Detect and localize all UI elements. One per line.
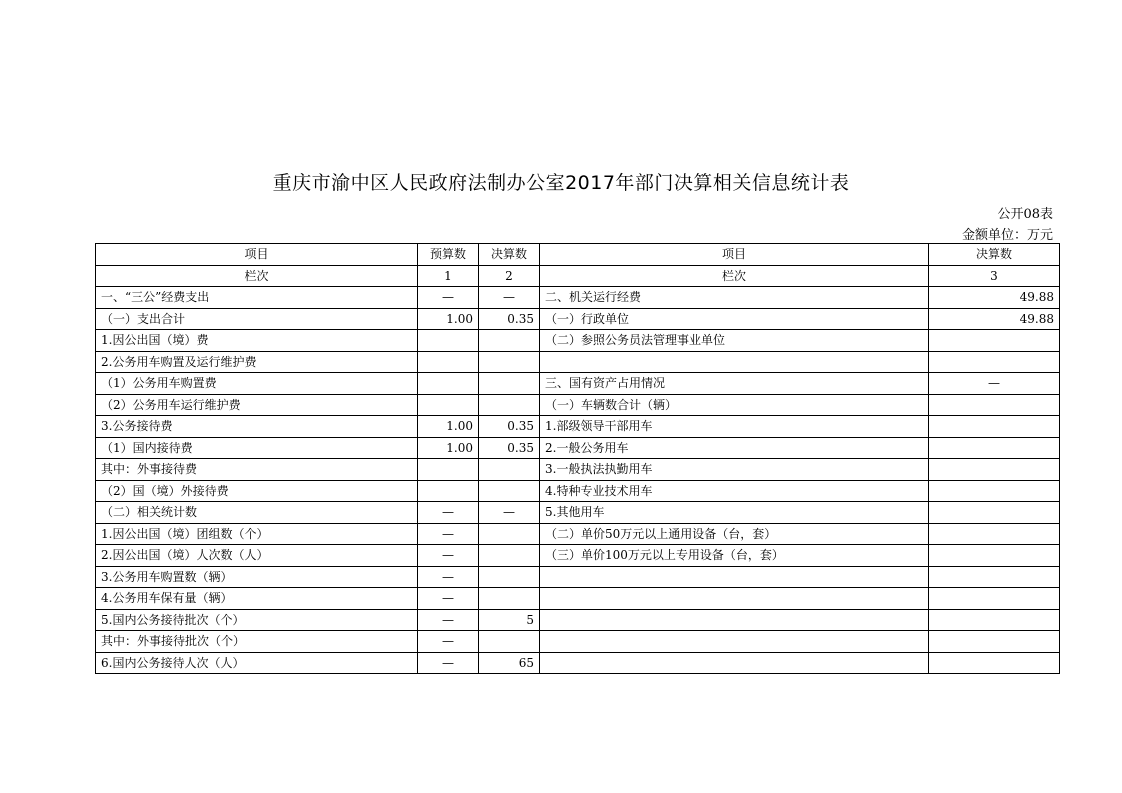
final-left-cell	[479, 545, 540, 567]
final-right-cell	[929, 523, 1060, 545]
item-right-cell: 3.一般执法执勤用车	[540, 459, 929, 481]
final-left-cell	[479, 351, 540, 373]
final-left-cell	[479, 459, 540, 481]
item-right-cell: （一）车辆数合计（辆）	[540, 394, 929, 416]
final-right-cell	[929, 330, 1060, 352]
item-right-cell: （一）行政单位	[540, 308, 929, 330]
budget-cell: 1.00	[418, 308, 479, 330]
final-left-cell	[479, 394, 540, 416]
budget-cell	[418, 351, 479, 373]
item-left-cell: 其中：外事接待费	[96, 459, 418, 481]
final-left-cell	[479, 631, 540, 653]
item-left-cell: 2.公务用车购置及运行维护费	[96, 351, 418, 373]
item-right-cell	[540, 351, 929, 373]
final-right-cell: 49.88	[929, 287, 1060, 309]
final-right-cell	[929, 545, 1060, 567]
final-left-cell	[479, 588, 540, 610]
budget-cell: —	[418, 566, 479, 588]
final-right-cell	[929, 566, 1060, 588]
item-right-cell: 三、国有资产占用情况	[540, 373, 929, 395]
item-right-cell	[540, 588, 929, 610]
item-left-cell: 2.因公出国（境）人次数（人）	[96, 545, 418, 567]
item-right-cell: （三）单价100万元以上专用设备（台，套）	[540, 545, 929, 567]
budget-cell	[418, 330, 479, 352]
header-cell: 决算数	[479, 244, 540, 266]
item-left-cell: 1.因公出国（境）团组数（个）	[96, 523, 418, 545]
header-cell: 预算数	[418, 244, 479, 266]
item-left-cell: （1）国内接待费	[96, 437, 418, 459]
amount-unit: 金额单位：万元	[961, 228, 1053, 243]
item-left-cell: 1.因公出国（境）费	[96, 330, 418, 352]
final-right-cell	[929, 459, 1060, 481]
item-right-cell: 5.其他用车	[540, 502, 929, 524]
final-right-cell	[929, 351, 1060, 373]
table-header-row	[96, 244, 1060, 266]
table-row	[96, 459, 1060, 481]
final-right-cell	[929, 480, 1060, 502]
column-index-cell: 3	[929, 265, 1060, 287]
final-left-cell	[479, 480, 540, 502]
final-left-cell	[479, 373, 540, 395]
final-left-cell	[479, 330, 540, 352]
item-right-cell: 2.一般公务用车	[540, 437, 929, 459]
form-number: 公开08表	[997, 207, 1053, 222]
item-left-cell: 其中：外事接待批次（个）	[96, 631, 418, 653]
item-right-cell	[540, 566, 929, 588]
item-left-cell: （1）公务用车购置费	[96, 373, 418, 395]
column-index-row	[96, 265, 1060, 287]
table-row	[96, 373, 1060, 395]
column-index-cell: 栏次	[96, 265, 418, 287]
table-row	[96, 330, 1060, 352]
item-left-cell: 5.国内公务接待批次（个）	[96, 609, 418, 631]
budget-cell: —	[418, 502, 479, 524]
final-left-cell: —	[479, 502, 540, 524]
final-left-cell: 65	[479, 652, 540, 674]
table-row	[96, 287, 1060, 309]
table-row	[96, 308, 1060, 330]
budget-cell: 1.00	[418, 416, 479, 438]
budget-cell: —	[418, 609, 479, 631]
item-right-cell: 二、机关运行经费	[540, 287, 929, 309]
table-row	[96, 416, 1060, 438]
final-left-cell	[479, 523, 540, 545]
table-row	[96, 502, 1060, 524]
final-right-cell	[929, 437, 1060, 459]
column-index-cell: 2	[479, 265, 540, 287]
item-right-cell	[540, 652, 929, 674]
column-index-cell: 1	[418, 265, 479, 287]
table-row	[96, 523, 1060, 545]
header-cell: 项目	[540, 244, 929, 266]
budget-cell: 1.00	[418, 437, 479, 459]
table-row	[96, 351, 1060, 373]
item-left-cell: （一）支出合计	[96, 308, 418, 330]
budget-cell: —	[418, 545, 479, 567]
final-right-cell	[929, 631, 1060, 653]
final-right-cell: 49.88	[929, 308, 1060, 330]
item-left-cell: 6.国内公务接待人次（人）	[96, 652, 418, 674]
table-row	[96, 609, 1060, 631]
item-right-cell	[540, 609, 929, 631]
budget-cell	[418, 373, 479, 395]
final-left-cell: 0.35	[479, 437, 540, 459]
final-left-cell: 5	[479, 609, 540, 631]
table-row	[96, 545, 1060, 567]
table-row	[96, 480, 1060, 502]
item-left-cell: 3.公务接待费	[96, 416, 418, 438]
table-row	[96, 631, 1060, 653]
budget-cell	[418, 480, 479, 502]
table-row	[96, 566, 1060, 588]
budget-cell: —	[418, 652, 479, 674]
item-right-cell: （二）参照公务员法管理事业单位	[540, 330, 929, 352]
final-right-cell	[929, 394, 1060, 416]
final-right-cell	[929, 588, 1060, 610]
item-left-cell: 一、“三公”经费支出	[96, 287, 418, 309]
column-index-cell: 栏次	[540, 265, 929, 287]
item-left-cell: （二）相关统计数	[96, 502, 418, 524]
final-right-cell: —	[929, 373, 1060, 395]
final-left-cell	[479, 566, 540, 588]
statistics-table	[95, 243, 1060, 674]
header-cell: 项目	[96, 244, 418, 266]
budget-cell	[418, 459, 479, 481]
final-right-cell	[929, 502, 1060, 524]
budget-cell	[418, 394, 479, 416]
page-title: 重庆市渝中区人民政府法制办公室2017年部门决算相关信息统计表	[272, 172, 850, 194]
table-row	[96, 588, 1060, 610]
item-right-cell: 1.部级领导干部用车	[540, 416, 929, 438]
item-left-cell: （2）公务用车运行维护费	[96, 394, 418, 416]
final-right-cell	[929, 652, 1060, 674]
table-body	[96, 244, 1060, 674]
table-row	[96, 437, 1060, 459]
final-left-cell: —	[479, 287, 540, 309]
budget-cell: —	[418, 588, 479, 610]
final-right-cell	[929, 416, 1060, 438]
final-left-cell: 0.35	[479, 308, 540, 330]
budget-cell: —	[418, 631, 479, 653]
item-left-cell: 3.公务用车购置数（辆）	[96, 566, 418, 588]
table-row	[96, 394, 1060, 416]
final-right-cell	[929, 609, 1060, 631]
table-row	[96, 652, 1060, 674]
budget-cell: —	[418, 287, 479, 309]
budget-cell: —	[418, 523, 479, 545]
item-right-cell: （二）单价50万元以上通用设备（台，套）	[540, 523, 929, 545]
item-left-cell: 4.公务用车保有量（辆）	[96, 588, 418, 610]
header-cell: 决算数	[929, 244, 1060, 266]
final-left-cell: 0.35	[479, 416, 540, 438]
item-left-cell: （2）国（境）外接待费	[96, 480, 418, 502]
item-right-cell	[540, 631, 929, 653]
item-right-cell: 4.特种专业技术用车	[540, 480, 929, 502]
